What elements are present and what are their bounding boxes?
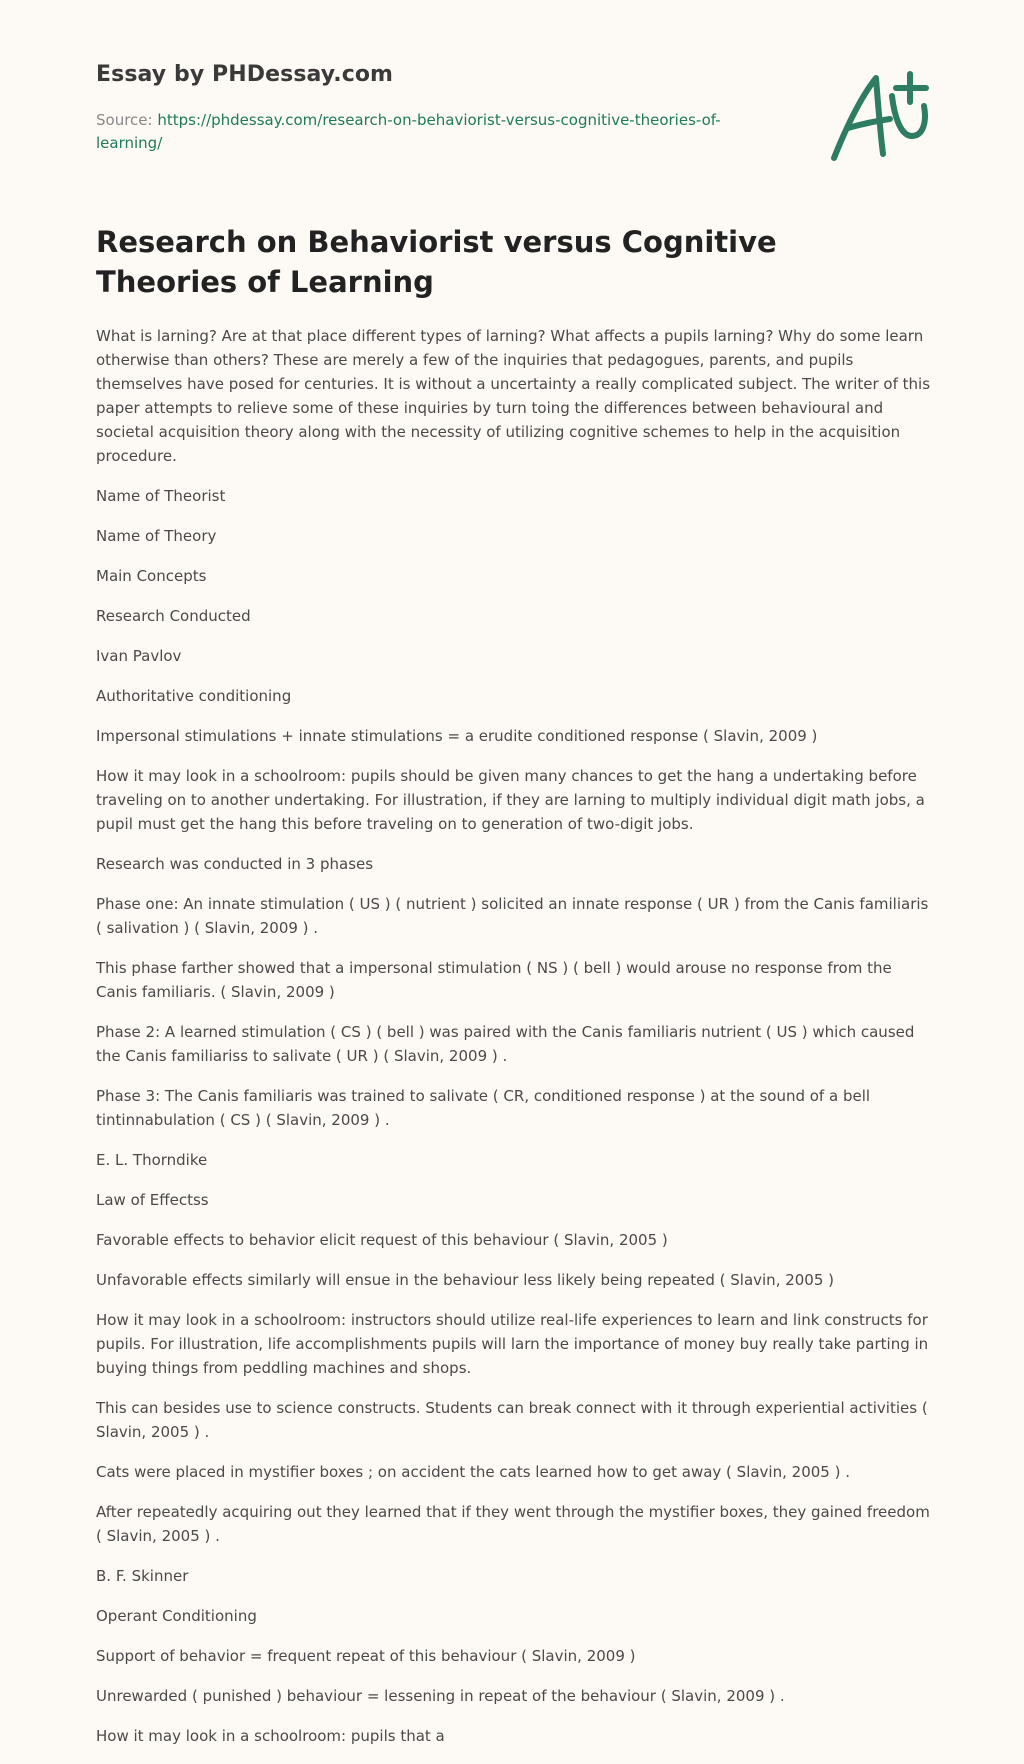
article-paragraph: E. L. Thorndike [96,1151,208,1169]
source-line [96,109,736,155]
article-paragraph: Cats were placed in mystifier boxes ; on accident the cats learned how to get away ( Slavin, 2005 ) . [96,1463,850,1481]
article-paragraph: This phase farther showed that a impersonal stimulation ( NS ) ( bell ) would arouse no response from the Canis familiaris. ( Slavin, 2009 ) [96,959,892,1001]
article-paragraph: What is larning? Are at that place different types of larning? What affects a pupils larning? Why do some learn otherwise than others? These are merely a few of the inquiries that pedagogues, parents, and pupils themselves have posed for centuries. It is without a uncertainty a really complicated subject. The writer of this paper attempts to relieve some of these inquiries by turn toing the differences between behavioural and societal acquisition theory along with the necessity of utilizing cognitive schemes to help in the acquisition procedure. [96,327,931,465]
article-paragraph: How it may look in a schoolroom: instructors should utilize real-life experiences to learn and link constructs for pupils. For illustration, life accomplishments pupils will larn the importance of money buy really take parting in buying things from peddling machines and shops. [96,1311,929,1377]
a-plus-logo-icon [820,66,940,166]
article-paragraph: Ivan Pavlov [96,647,182,665]
article-paragraph: Research Conducted [96,607,251,625]
article-paragraph: B. F. Skinner [96,1567,189,1585]
article-paragraph: Impersonal stimulations + innate stimulations = a erudite conditioned response ( Slavin, 2009 ) [96,727,818,745]
article-paragraph: Unfavorable effects similarly will ensue in the behaviour less likely being repeated ( Slavin, 2005 ) [96,1271,835,1289]
article-paragraph: Name of Theorist [96,487,226,505]
article-paragraph: Name of Theory [96,527,217,545]
source-label: Source: [96,111,153,129]
article-paragraph: Phase 2: A learned stimulation ( CS ) ( bell ) was paired with the Canis familiaris nutrient ( US ) which caused the Canis familiariss to salivate ( UR ) ( Slavin, 2009 ) . [96,1023,915,1065]
site-brand: Essay by PHDessay.com [96,62,394,87]
article-body [96,324,932,1764]
article-paragraph: Phase 3: The Canis familiaris was trained to salivate ( CR, conditioned response ) at the sound of a bell tintinnabulation ( CS ) ( Slavin, 2009 ) . [96,1087,871,1129]
article-paragraph: How it may look in a schoolroom: pupils that a [96,1727,445,1745]
article-paragraph: After repeatedly acquiring out they learned that if they went through the mystifier boxes, they gained freedom ( Slavin, 2005 ) . [96,1503,930,1545]
article-paragraph: Operant Conditioning [96,1607,257,1625]
article-paragraph: Main Concepts [96,567,207,585]
article-paragraph: Law of Effectss [96,1191,209,1209]
article-paragraph: Favorable effects to behavior elicit request of this behaviour ( Slavin, 2005 ) [96,1231,668,1249]
article-paragraph: This can besides use to science constructs. Students can break connect with it through experiential activities ( Slavin, 2005 ) . [96,1399,928,1441]
article-paragraph: Authoritative conditioning [96,687,292,705]
source-link[interactable]: https://phdessay.com/research-on-behaviorist-versus-cognitive-theories-of-learning/ [96,111,721,152]
article-title: Research on Behaviorist versus Cognitive Theories of Learning [96,225,777,299]
article-paragraph: Unrewarded ( punished ) behaviour = lessening in repeat of the behaviour ( Slavin, 2009 ) . [96,1687,785,1705]
article-paragraph: Research was conducted in 3 phases [96,855,374,873]
article-paragraph: Support of behavior = frequent repeat of this behaviour ( Slavin, 2009 ) [96,1647,636,1665]
article-paragraph: Phase one: An innate stimulation ( US ) ( nutrient ) solicited an innate response ( UR ) from the Canis familiaris ( salivation ) ( Slavin, 2009 ) . [96,895,929,937]
article-paragraph: How it may look in a schoolroom: pupils should be given many chances to get the hang a undertaking before traveling on to another undertaking. For illustration, if they are larning to multiply individual digit math jobs, a pupil must get the hang this before traveling on to generation of two-digit jobs. [96,767,925,833]
